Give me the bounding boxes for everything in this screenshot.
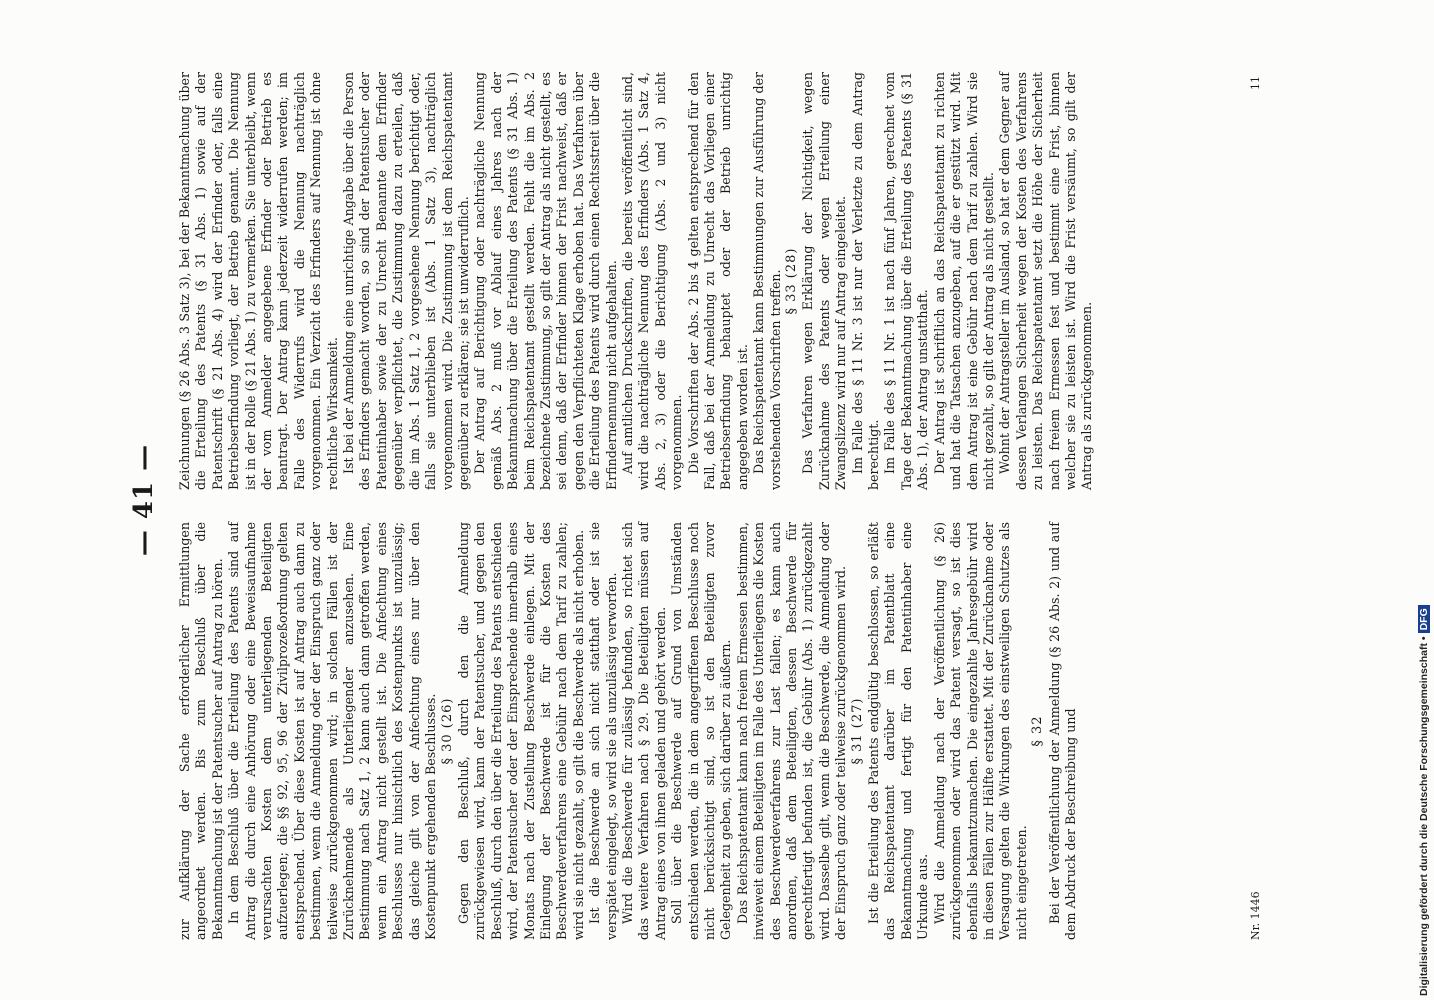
paragraph: Zeichnungen (§ 26 Abs. 3 Satz 3), bei der Bekanntmachung über die Erteilung des Patents (§ 31 Abs. 1) sowie auf der Patentschrift (§ 21 Abs. 4) wird der Erfinder oder, falls eine Betriebserfindung vorliegt, der Betrieb genannt. Die Nennung ist in der Rolle (§ 21 Abs. 1) zu vermerken. Sie unterbleibt, wenn der vom Anmelder angegebene Erfinder oder Betrieb es beantragt. Der Antrag kann jederzeit widerrufen werden; im Falle des Widerrufs wird die Nennung nachträglich vorgenommen. Ein Verzicht des Erfinders auf Nennung ist ohne rechtliche Wirksamkeit. <box>177 72 340 490</box>
page-header <box>127 60 167 940</box>
paragraph: Wird die Beschwerde für zulässig befunden, so richtet sich das weitere Verfahren nach § 29. Die Beteiligten müssen auf Antrag eines von ihnen geladen und gehört werden. <box>619 522 668 940</box>
paragraph: Das Reichspatentamt kann nach freiem Ermessen bestimmen, inwieweit einem Beteiligten im Falle des Unterliegens die Kosten des Beschwerdeverfahrens zur Last fallen; es kann auch anordnen, daß dem Beteiligten, dessen Beschwerde für gerechtfertigt befunden ist, die Gebühr (Abs. 1) zurückgezahlt wird. Dasselbe gilt, wenn die Beschwerde, die Anmeldung oder der Einspruch ganz oder teilweise zurückgenommen wird. <box>734 522 849 940</box>
right-text-column <box>177 72 1096 490</box>
paragraph: Das Verfahren wegen Erklärung der Nichtigkeit, wegen Zurücknahme des Patents oder wegen Erteilung einer Zwangslizenz wird nur auf Antrag eingeleitet. <box>800 72 849 490</box>
left-text-column <box>177 522 1079 940</box>
paragraph: Ist die Beschwerde an sich nicht statthaft oder ist sie verspätet eingelegt, so wird sie als unzulässig verworfen. <box>587 522 619 940</box>
paragraph: Ist die Erteilung des Patents endgültig beschlossen, so erläßt das Reichspatentamt darüber im Patentblatt eine Bekanntmachung und fertigt für den Patentinhaber eine Urkunde aus. <box>866 522 931 940</box>
paragraph: Gegen den Beschluß, durch den die Anmeldung zurückgewiesen wird, kann der Patentsucher, und gegen den Beschluß, durch den über die Erteilung des Patents entschieden wird, der Patentsucher oder der Einsprechende innerhalb eines Monats nach der Zustellung Beschwerde einlegen. Mit der Einlegung der Beschwerde ist für die Kosten des Beschwerdeverfahrens eine Gebühr nach dem Tarif zu zahlen; wird sie nicht gezahlt, so gilt die Beschwerde als nicht erhoben. <box>455 522 586 940</box>
paragraph: Bei der Veröffentlichung der Anmeldung (§ 26 Abs. 2) und auf dem Abdruck der Beschreibung und <box>1046 522 1078 940</box>
paragraph: Das Reichspatentamt kann Bestimmungen zur Ausführung der vorstehenden Vorschriften treffen. <box>751 72 783 490</box>
paragraph: In dem Beschluß über die Erteilung des Patents sind auf Antrag die durch eine Anhörung oder eine Beweisaufnahme verursachten Kosten dem unterliegenden Beteiligten aufzuerlegen; die §§ 92, 95, 96 der Zivilprozeßordnung gelten entsprechend. Über diese Kosten ist auf Antrag auch dann zu bestimmen, wenn die Anmeldung oder der Einspruch ganz oder teilweise zurückgenommen wird; in solchen Fällen ist der Zurücknehmende als Unterliegender anzusehen. Eine Bestimmung nach Satz 1, 2 kann auch dann getroffen werden, wenn ein Antrag nicht gestellt ist. Die Anfechtung eines Beschlusses nur hinsichtlich des Kostenpunkts ist unzulässig; das gleiche gilt von der Anfechtung eines nur über den Kostenpunkt ergehenden Beschlusses. <box>226 522 439 940</box>
print-number: Nr. 1446 <box>1249 891 1262 940</box>
rotated-document-page <box>127 60 1307 940</box>
paragraph: zur Aufklärung der Sache erforderlicher Ermittlungen angeordnet werden. Bis zum Beschluß über die Bekanntmachung ist der Patentsucher auf Antrag zu hören. <box>177 522 225 940</box>
digitization-credit <box>1418 6 1430 996</box>
dfg-logo: DFG <box>1418 605 1430 633</box>
section-heading: § 33 (28) <box>784 247 800 315</box>
paragraph: Ist bei der Anmeldung eine unrichtige Angabe über die Person des Erfinders gemacht worden, so sind der Patentsucher oder Patentinhaber sowie der zu Unrecht Benannte dem Erfinder gegenüber verpflichtet, die Zustimmung dazu zu erteilen, daß die im Abs. 1 Satz 1, 2 vorgesehene Nennung berichtigt oder, falls sie unterblieben ist (Abs. 1 Satz 3), nachträglich vorgenommen wird. Die Zustimmung ist dem Reichspatentamt gegenüber zu erklären; sie ist unwiderruflich. <box>341 72 471 490</box>
paragraph: Im Falle des § 11 Nr. 3 ist nur der Verletzte zu dem Antrag berechtigt. <box>849 72 882 490</box>
page-number: — 41 — <box>129 443 159 557</box>
section-heading: § 31 (27) <box>849 697 865 765</box>
paragraph: Soll über die Beschwerde auf Grund von Umständen entschieden werden, die in dem angegriffenen Beschlusse noch nicht berücksichtigt sind, so ist den Beteiligten zuvor Gelegenheit zu geben, sich darüber zu äußern. <box>669 522 734 940</box>
section-heading: § 30 (26) <box>439 697 455 765</box>
paragraph: Die Vorschriften der Abs. 2 bis 4 gelten entsprechend für den Fall, daß bei der Anmeldung zu Unrecht das Vorliegen einer Betriebserfindung behauptet oder der Betrieb unrichtig angegeben worden ist. <box>685 72 750 490</box>
paragraph: Der Antrag ist schriftlich an das Reichspatentamt zu richten und hat die Tatsachen anzugeben, auf die er gestützt wird. Mit dem Antrag ist eine Gebühr nach dem Tarif zu zahlen. Wird sie nicht gezahlt, so gilt der Antrag als nicht gestellt. <box>931 72 996 490</box>
paragraph: Wohnt der Antragsteller im Ausland, so hat er dem Gegner auf dessen Verlangen Sicherheit wegen der Kosten des Verfahrens zu leisten. Das Reichspatentamt setzt die Höhe der Sicherheit nach freiem Ermessen fest und bestimmt eine Frist, binnen welcher sie zu leisten ist. Wird die Frist versäumt, so gilt der Antrag als zurückgenommen. <box>997 72 1095 490</box>
paragraph: Wird die Anmeldung nach der Veröffentlichung (§ 26) zurückgenommen oder wird das Patent versagt, so ist dies ebenfalls bekanntzumachen. Die eingezahlte Jahresgebühr wird in diesen Fällen zur Hälfte erstattet. Mit der Zurücknahme oder Versagung gelten die Wirkungen des einstweiligen Schutzes als nicht eingetreten. <box>931 522 1029 940</box>
sheet-signature: 11 <box>1249 76 1262 90</box>
paragraph: Der Antrag auf Berichtigung oder nachträgliche Nennung gemäß Abs. 2 muß vor Ablauf eines Jahres nach der Bekanntmachung über die Erteilung des Patents (§ 31 Abs. 1) beim Reichspatentamt gestellt werden. Fehlt die im Abs. 2 bezeichnete Zustimmung, so gilt der Antrag als nicht gestellt, es sei denn, daß der Erfinder binnen der Frist nachweist, daß er gegen den Verpflichteten Klage erhoben hat. Das Verfahren über die Erteilung des Patents wird durch einen Rechtsstreit über die Erfindernennung nicht aufgehalten. <box>472 72 619 490</box>
paragraph: Im Falle des § 11 Nr. 1 ist nach fünf Jahren, gerechnet vom Tage der Bekanntmachung über die Erteilung des Patents (§ 31 Abs. 1), der Antrag unstatthaft. <box>882 72 931 490</box>
credit-text: Digitalisierung gefördert durch die Deutsche Forschungsgemeinschaft • <box>1418 636 1430 996</box>
paragraph: Auf amtlichen Druckschriften, die bereits veröffentlicht sind, wird die nachträgliche Nennung des Erfinders (Abs. 1 Satz 4, Abs. 2, 3) oder die Berichtigung (Abs. 2 und 3) nicht vorgenommen. <box>619 72 685 490</box>
section-heading: § 32 <box>1030 715 1046 747</box>
